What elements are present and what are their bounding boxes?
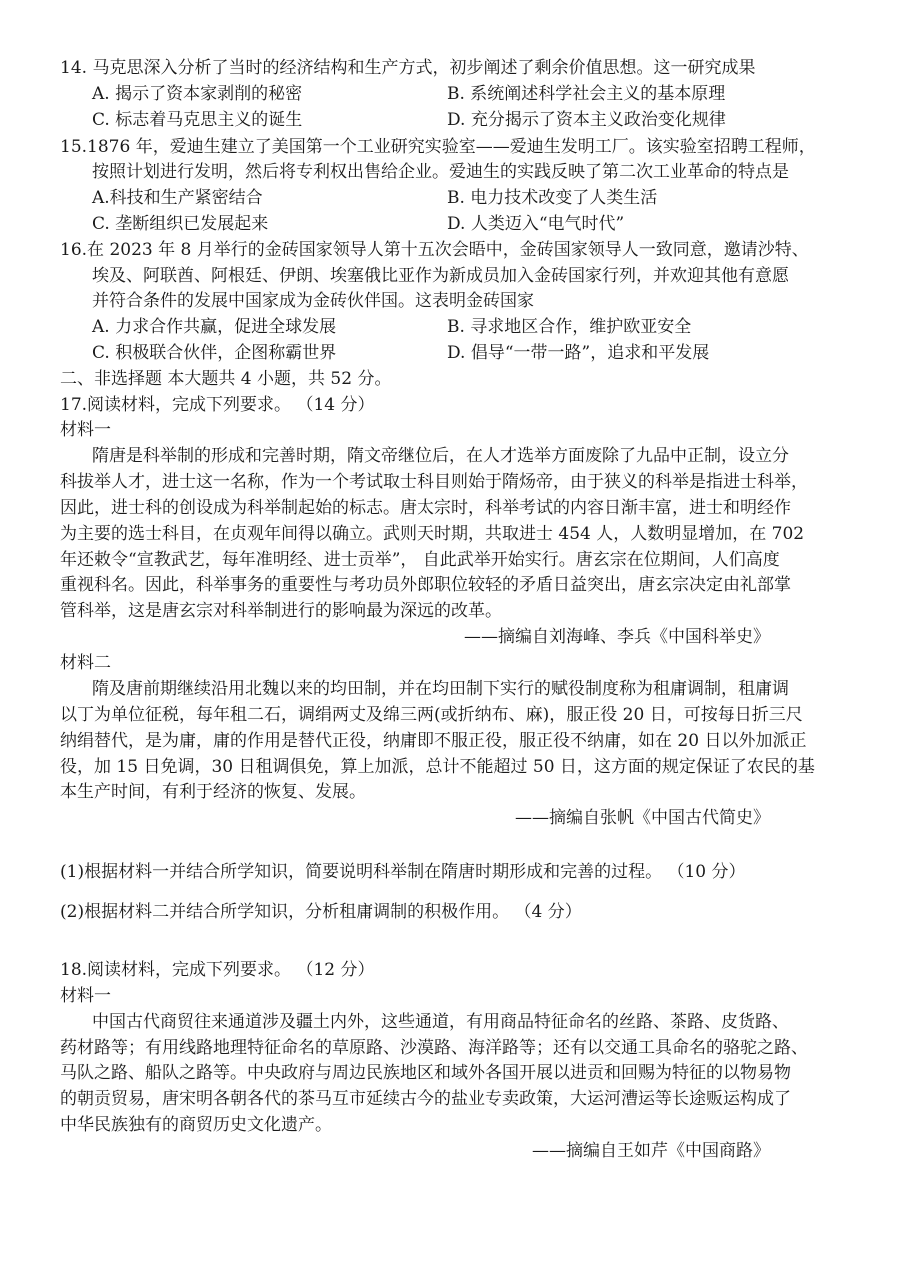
q14-option-d: D. 充分揭示了资本主义政治变化规律 [447,110,726,130]
q17-subquestion-1: (1)根据材料一并结合所学知识，简要说明科举制在隋唐时期形成和完善的过程。 （10 分） [60,862,746,882]
q16-stem-line-2: 埃及、阿联酋、阿根廷、伊朗、埃塞俄比亚作为新成员加入金砖国家行列，并欢迎其他有意愿 [92,266,789,286]
q14-option-c: C. 标志着马克思主义的诞生 [92,110,303,130]
q16-option-c: C. 积极联合伙伴，企图称霸世界 [92,343,337,363]
section-heading: 二、非选择题 本大题共 4 小题，共 52 分。 [60,369,392,389]
q16-option-b: B. 寻求地区合作，维护欧亚安全 [447,317,692,337]
q18-material-1-line: 药材路等；有用线路地理特征命名的草原路、沙漠路、海洋路等；还有以交通工具命名的骆驼之路、 [60,1038,808,1058]
q17-material-1-line: 重视科名。因此，科举事务的重要性与考功员外郎职位较轻的矛盾日益突出，唐玄宗决定由礼部掌 [60,575,791,595]
q15-stem-line-2: 按照计划进行发明，然后将专利权出售给企业。爱迪生的实践反映了第二次工业革命的特点是 [92,162,789,182]
q17-material-2-label: 材料二 [60,653,111,673]
q17-material-1-source: ——摘编自刘海峰、李兵《中国科举史》 [464,627,770,647]
q16-option-a: A. 力求合作共赢，促进全球发展 [92,317,337,337]
q14-stem: 14. 马克思深入分析了当时的经济结构和生产方式，初步阐述了剩余价值思想。这一研究成果 [60,58,756,78]
q15-option-b: B. 电力技术改变了人类生活 [447,188,658,208]
q15-option-d: D. 人类迈入“电气时代” [447,214,625,234]
q18-material-1-source: ——摘编自王如芹《中国商路》 [532,1141,770,1161]
q14-option-b: B. 系统阐述科学社会主义的基本原理 [447,84,726,104]
q18-material-1-line: 的朝贡贸易，唐宋明各朝各代的茶马互市延续古今的盐业专卖政策，大运河漕运等长途贩运构成了 [60,1089,791,1109]
q18-material-1-line: 中国古代商贸往来通道涉及疆土内外，这些通道，有用商品特征命名的丝路、茶路、皮货路、 [92,1012,789,1032]
q16-stem-line-3: 并符合条件的发展中国家成为金砖伙伴国。这表明金砖国家 [92,291,534,311]
q17-material-2-line: 纳绢替代，是为庸，庸的作用是替代正役，纳庸即不服正役，服正役不纳庸，如在 20 日以外加派正 [60,731,807,751]
q17-material-1-line: 年还敕令“宣教武艺，每年准明经、进士贡举”， 自此武举开始实行。唐玄宗在位期间，人们高度 [60,550,780,570]
q17-material-1-label: 材料一 [60,420,111,440]
q17-material-2-line: 本生产时间，有利于经济的恢复、发展。 [60,782,366,802]
q17-material-1-line: 管科举，这是唐玄宗对科举制进行的影响最为深远的改革。 [60,601,502,621]
q17-material-2-source: ——摘编自张帆《中国古代简史》 [515,808,770,828]
q18-title: 18.阅读材料，完成下列要求。 （12 分） [60,960,375,980]
q16-option-d: D. 倡导“一带一路”，追求和平发展 [447,343,710,363]
q14-option-a: A. 揭示了资本家剥削的秘密 [92,84,303,104]
q17-material-1-line: 因此，进士科的创设成为科举制起始的标志。唐太宗时，科举考试的内容日渐丰富，进士和明经作 [60,498,791,518]
q18-material-1-label: 材料一 [60,986,111,1006]
q17-material-2-line: 隋及唐前期继续沿用北魏以来的均田制，并在均田制下实行的赋役制度称为租庸调制，租庸调 [92,679,789,699]
q17-material-1-line: 隋唐是科举制的形成和完善时期，隋文帝继位后，在人才选举方面废除了九品中正制，设立分 [92,446,789,466]
q17-material-2-line: 役，加 15 日免调，30 日租调俱免，算上加派，总计不能超过 50 日，这方面的规定保证了农民的基 [60,757,815,777]
q15-option-a: A.科技和生产紧密结合 [92,188,263,208]
q17-material-1-line: 科拔举人才，进士这一名称，作为一个考试取士科目则始于隋炀帝，由于狭义的科举是指进士科举， [60,472,808,492]
q15-option-c: C. 垄断组织已发展起来 [92,214,269,234]
q18-material-1-line: 中华民族独有的商贸历史文化遗产。 [60,1115,332,1135]
q17-subquestion-2: (2)根据材料二并结合所学知识，分析租庸调制的积极作用。 （4 分） [60,902,582,922]
q16-stem-line-1: 16.在 2023 年 8 月举行的金砖国家领导人第十五次会晤中，金砖国家领导人一致同意，邀请沙特、 [60,240,809,260]
q18-material-1-line: 马队之路、船队之路等。中央政府与周边民族地区和域外各国开展以进贡和回赐为特征的以物易物 [60,1063,791,1083]
q15-stem-line-1: 15.1876 年，爱迪生建立了美国第一个工业研究实验室——爱迪生发明工厂。该实验室招聘工程师， [60,137,816,157]
q17-material-2-line: 以丁为单位征税，每年租二石，调绢两丈及绵三两(或折纳布、麻)，服正役 20 日，可按每日折三尺 [60,705,803,725]
q17-material-1-line: 为主要的选士科目，在贞观年间得以确立。武则天时期，共取进士 454 人，人数明显增加，在 702 [60,524,805,544]
q17-title: 17.阅读材料，完成下列要求。 （14 分） [60,395,375,415]
